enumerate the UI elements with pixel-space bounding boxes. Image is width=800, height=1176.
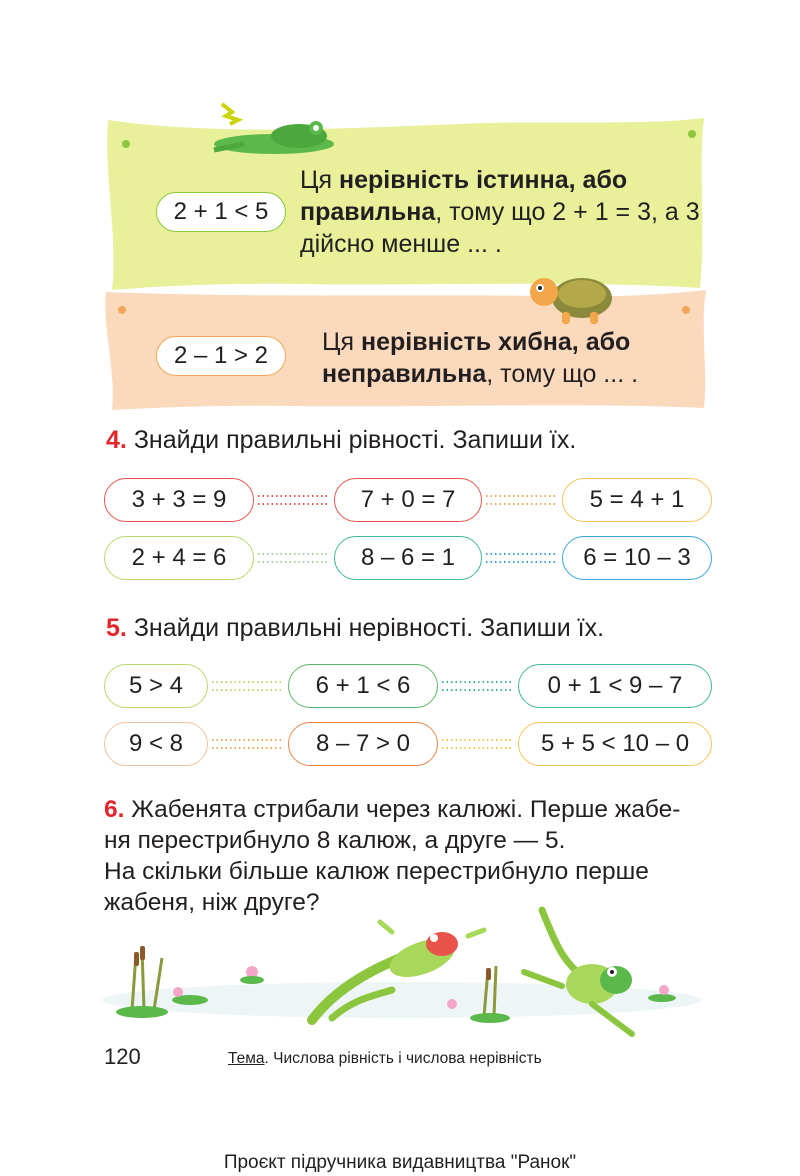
expression-pill[interactable]: 8 – 6 = 1 bbox=[334, 536, 482, 580]
banner-true-text: Ця нерівність істинна, або правильна, тому що 2 + 1 = 3, а 3 дійсно менше ... . bbox=[300, 166, 700, 258]
expression-false-pill: 2 – 1 > 2 bbox=[156, 336, 286, 376]
expression-pill[interactable]: 6 = 10 – 3 bbox=[562, 536, 712, 580]
page-number: 120 bbox=[104, 1044, 141, 1069]
publisher-note: Проєкт підручника видавництва "Ранок" bbox=[223, 1152, 577, 1173]
dotted-connector bbox=[486, 492, 558, 508]
task-6-text: 6. Жабенята стрибали через калюжі. Перше жабе- ня перестрибнуло 8 калюж, а друге — 5. На скільки більше калюж перестрибнуло перше жабеня, ніж друге? bbox=[104, 796, 681, 916]
expression-pill[interactable]: 9 < 8 bbox=[104, 722, 208, 766]
frogs-jumping-illustration bbox=[92, 900, 712, 1040]
expression-pill[interactable]: 7 + 0 = 7 bbox=[334, 478, 482, 522]
dotted-connector bbox=[212, 678, 284, 694]
expression-pill[interactable]: 6 + 1 < 6 bbox=[288, 664, 438, 708]
banner-false-inequality bbox=[100, 268, 712, 413]
expression-pill[interactable]: 3 + 3 = 9 bbox=[104, 478, 254, 522]
task-5-heading: 5. Знайди правильні нерівності. Запиши їх. bbox=[106, 614, 605, 642]
expression-pill[interactable]: 5 > 4 bbox=[104, 664, 208, 708]
expression-true-pill: 2 + 1 < 5 bbox=[156, 192, 286, 232]
dotted-connector bbox=[212, 736, 284, 752]
task-4-heading: 4. Знайди правильні рівності. Запиши їх. bbox=[106, 426, 577, 454]
dotted-connector bbox=[258, 492, 330, 508]
expression-pill[interactable]: 0 + 1 < 9 – 7 bbox=[518, 664, 712, 708]
banner-false-text: Ця нерівність хибна, або неправильна, тому що ... . bbox=[322, 328, 639, 388]
lying-frog-icon bbox=[204, 98, 354, 158]
expression-pill[interactable]: 2 + 4 = 6 bbox=[104, 536, 254, 580]
dotted-connector bbox=[442, 736, 514, 752]
expression-pill[interactable]: 8 – 7 > 0 bbox=[288, 722, 438, 766]
expression-pill[interactable]: 5 + 5 < 10 – 0 bbox=[518, 722, 712, 766]
page-topic: Тема. Числова рівність і числова нерівність bbox=[228, 1050, 542, 1067]
dotted-connector bbox=[486, 550, 558, 566]
turtle-icon bbox=[526, 268, 616, 326]
dotted-connector bbox=[258, 550, 330, 566]
dotted-connector bbox=[442, 678, 514, 694]
expression-pill[interactable]: 5 = 4 + 1 bbox=[562, 478, 712, 522]
